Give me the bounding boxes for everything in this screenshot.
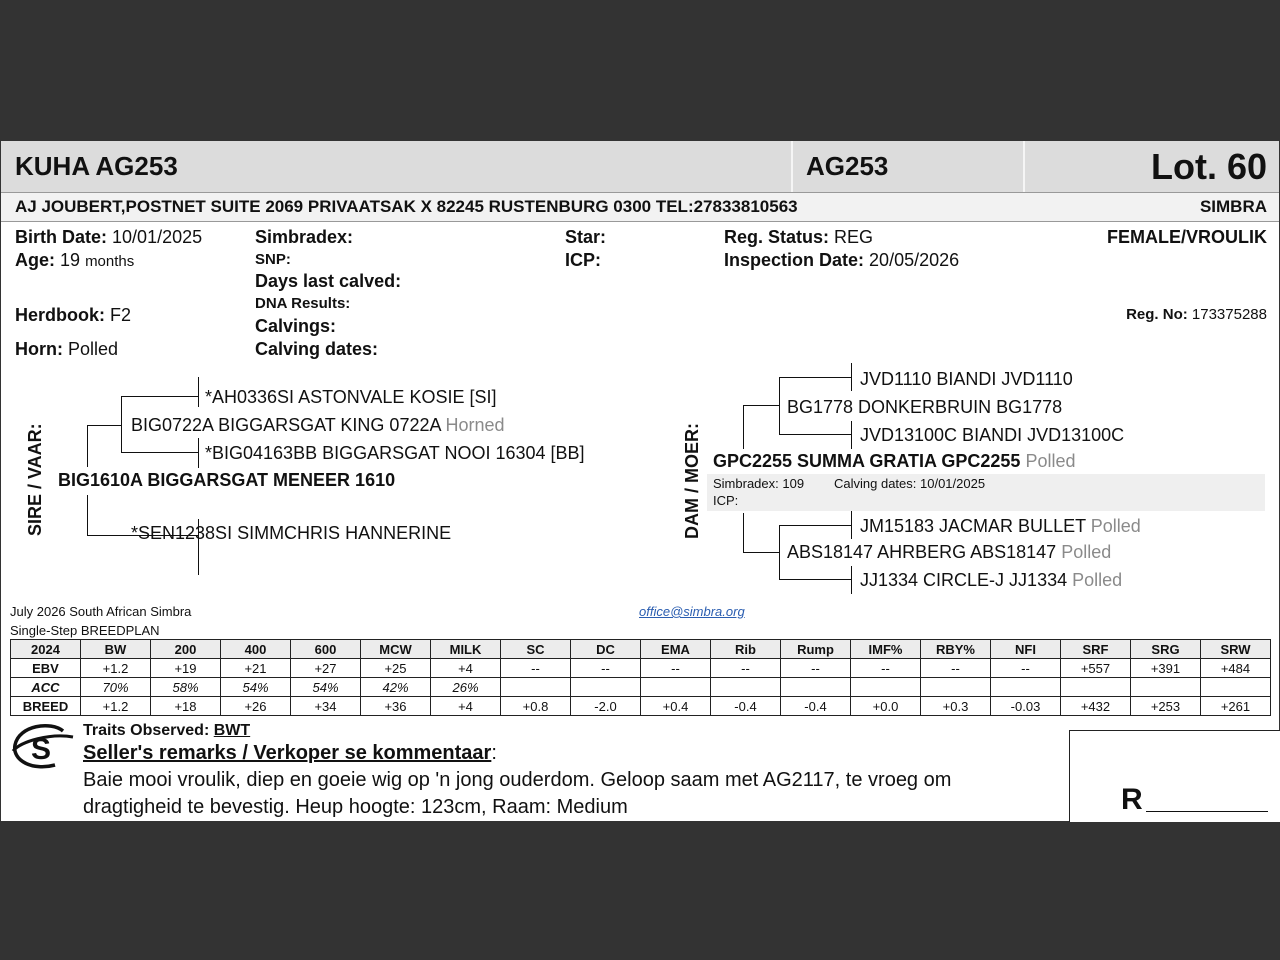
dam-calving-dates: Calving dates: 10/01/2025: [834, 476, 986, 491]
table-cell: +0.8: [501, 697, 571, 716]
lot-card: [1, 141, 1279, 821]
snp-label: SNP:: [255, 251, 291, 268]
sire-sire-label: BIG0722A BIGGARSGAT KING 0722A: [131, 415, 441, 435]
remarks-colon: :: [491, 742, 497, 764]
table-cell: --: [571, 659, 641, 678]
table-cell: +557: [1061, 659, 1131, 678]
sire-sire-dam-name: *BIG04163BB BIGGARSGAT NOOI 16304 [BB]: [205, 443, 585, 463]
tree-line: [743, 405, 744, 449]
table-cell: [1061, 678, 1131, 697]
dam-icp: ICP:: [713, 493, 739, 508]
table-cell: [781, 678, 851, 697]
table-cell: -2.0: [571, 697, 641, 716]
table-cell: [921, 678, 991, 697]
table-cell: --: [781, 659, 851, 678]
birth-date-value: 10/01/2025: [112, 227, 203, 247]
table-row: [11, 678, 1271, 697]
dam-row: [713, 451, 1075, 472]
dam-info-bar: [707, 474, 1265, 511]
dam-dam-sire-name: JM15183 JACMAR BULLET: [860, 516, 1086, 536]
sire-sire-name: *AH0336SI ASTONVALE KOSIE [SI]: [205, 387, 497, 407]
tree-line: [87, 425, 122, 426]
inspection-row: [724, 250, 959, 271]
table-cell: +0.0: [851, 697, 921, 716]
reg-no-label: Reg. No:: [1126, 306, 1188, 323]
table-cell: +261: [1201, 697, 1271, 716]
tree-line: [121, 452, 199, 453]
animal-name: KUHA AG253: [15, 151, 178, 181]
table-cell: +432: [1061, 697, 1131, 716]
tree-line: [779, 377, 780, 435]
dam-dam-dam-name: JJ1334 CIRCLE-J JJ1334: [860, 570, 1068, 590]
table-row: [11, 697, 1271, 716]
star-label: Star:: [565, 227, 607, 247]
table-cell: [1131, 678, 1201, 697]
table-cell: +25: [361, 659, 431, 678]
reg-status-row: [724, 227, 873, 248]
row-label-cell: ACC: [11, 678, 81, 697]
table-cell: 54%: [221, 678, 291, 697]
reg-status-value: REG: [834, 227, 874, 247]
remarks-title: Seller's remarks / Verkoper se kommentaar: [83, 742, 492, 764]
tree-line: [851, 566, 852, 594]
tree-line: [87, 495, 88, 535]
table-cell: -0.4: [711, 697, 781, 716]
horn-label: Horn:: [15, 339, 63, 359]
table-cell: +27: [291, 659, 361, 678]
tree-line: [198, 438, 199, 468]
dam-dam-name: ABS18147 AHRBERG ABS18147: [787, 542, 1057, 562]
dam-sire-sire-name: JVD1110 BIANDI JVD1110: [860, 369, 1073, 389]
table-cell: [991, 678, 1061, 697]
table-cell: [571, 678, 641, 697]
days-last-calved-label: Days last calved:: [255, 271, 402, 291]
table-cell: [711, 678, 781, 697]
table-cell: [501, 678, 571, 697]
table-cell: EMA: [641, 640, 711, 659]
sire-name: BIG1610A BIGGARSGAT MENEER 1610: [58, 470, 396, 490]
table-row: [11, 659, 1271, 678]
dam-simbradex: Simbradex: 109: [713, 476, 805, 491]
sire-side-label: SIRE / VAAR:: [25, 423, 45, 536]
table-cell: [641, 678, 711, 697]
icp-label: ICP:: [565, 250, 601, 270]
table-cell: +18: [151, 697, 221, 716]
header-divider: [791, 141, 793, 192]
simbra-s-logo-icon: [11, 723, 75, 773]
tree-line: [743, 513, 744, 553]
dam-horn: Polled: [1025, 451, 1076, 471]
remarks-line1: Baie mooi vroulik, diep en goeie wig op 'n jong ouderdom. Geloop saam met AG2117, te vroeg om: [83, 769, 952, 791]
tree-line: [743, 405, 780, 406]
herdbook-label: Herdbook:: [15, 305, 105, 325]
row-label-cell: EBV: [11, 659, 81, 678]
table-cell: +0.3: [921, 697, 991, 716]
herdbook-row: [15, 305, 131, 326]
tree-line: [198, 377, 199, 407]
dam-dam-dam-horn: Polled: [1072, 570, 1123, 590]
card-header: [1, 141, 1279, 193]
table-cell: SC: [501, 640, 571, 659]
remarks-line2: dragtigheid te bevestig. Heup hoogte: 123cm, Raam: Medium: [83, 796, 628, 818]
table-cell: 600: [291, 640, 361, 659]
table-cell: Rib: [711, 640, 781, 659]
calving-dates-label: Calving dates:: [255, 339, 379, 359]
sex-label: FEMALE/VROULIK: [1107, 227, 1267, 247]
table-cell: -0.03: [991, 697, 1061, 716]
table-cell: [1201, 678, 1271, 697]
inspection-label: Inspection Date:: [724, 250, 865, 270]
tree-line: [779, 579, 852, 580]
table-cell: IMF%: [851, 640, 921, 659]
table-cell: +19: [151, 659, 221, 678]
tree-line: [121, 396, 122, 452]
tree-line: [851, 421, 852, 449]
table-cell: +0.4: [641, 697, 711, 716]
remarks-title-row: [83, 742, 497, 765]
age-label: Age:: [15, 250, 55, 270]
table-cell: +4: [431, 697, 501, 716]
row-label-cell: 2024: [11, 640, 81, 659]
header-divider: [1023, 141, 1025, 192]
table-cell: +1.2: [81, 659, 151, 678]
birth-date-label: Birth Date:: [15, 227, 108, 247]
calvings-label: Calvings:: [255, 316, 337, 336]
table-cell: 400: [221, 640, 291, 659]
table-cell: --: [921, 659, 991, 678]
table-cell: 42%: [361, 678, 431, 697]
price-box[interactable]: [1069, 730, 1280, 822]
table-cell: --: [711, 659, 781, 678]
animal-code: AG253: [806, 151, 889, 181]
tree-line: [779, 525, 852, 526]
sire-sire-horn: Horned: [445, 415, 505, 435]
breed-name: SIMBRA: [1199, 197, 1267, 216]
table-cell: 26%: [431, 678, 501, 697]
ebv-table: [10, 639, 1271, 716]
traits-label: Traits Observed:: [83, 722, 210, 739]
tree-line: [87, 425, 88, 467]
lot-number: Lot. 60: [1150, 145, 1267, 187]
table-cell: [851, 678, 921, 697]
table-cell: -0.4: [781, 697, 851, 716]
table-cell: 70%: [81, 678, 151, 697]
sire-sire-row: [131, 415, 505, 436]
reg-status-label: Reg. Status:: [724, 227, 830, 247]
table-cell: +34: [291, 697, 361, 716]
tree-line: [779, 434, 852, 435]
table-cell: --: [501, 659, 571, 678]
table-cell: NFI: [991, 640, 1061, 659]
birth-date-row: [15, 227, 202, 248]
table-cell: +26: [221, 697, 291, 716]
table-cell: +484: [1201, 659, 1271, 678]
table-cell: +4: [431, 659, 501, 678]
inspection-value: 20/05/2026: [869, 250, 960, 270]
table-cell: 58%: [151, 678, 221, 697]
tree-line: [779, 525, 780, 580]
table-cell: +391: [1131, 659, 1201, 678]
tree-line: [851, 511, 852, 539]
table-cell: --: [641, 659, 711, 678]
reg-no-row: [1126, 306, 1267, 323]
table-cell: 54%: [291, 678, 361, 697]
reg-no-value: 173375288: [1191, 306, 1267, 323]
dna-results-label: DNA Results:: [255, 295, 351, 312]
traits-observed-row: [83, 722, 250, 740]
table-cell: MCW: [361, 640, 431, 659]
owner-address: AJ JOUBERT,POSTNET SUITE 2069 PRIVAATSAK X 82245 RUSTENBURG 0300 TEL:27833810563: [15, 197, 798, 216]
table-cell: +36: [361, 697, 431, 716]
age-row: [15, 250, 134, 271]
tree-line: [743, 552, 780, 553]
traits-value: BWT: [213, 722, 251, 739]
table-cell: +253: [1131, 697, 1201, 716]
dam-dam-row: [787, 542, 1111, 563]
horn-row: [15, 339, 118, 360]
dam-sire-name: BG1778 DONKERBRUIN BG1778: [787, 397, 1063, 417]
owner-address-bar: [1, 193, 1279, 222]
table-header-row: [11, 640, 1271, 659]
table-cell: SRW: [1201, 640, 1271, 659]
simbradex-label: Simbradex:: [255, 227, 354, 247]
sire-dam-name: *SEN1238SI SIMMCHRIS HANNERINE: [131, 523, 452, 543]
horn-value: Polled: [68, 339, 119, 359]
age-value: 19: [60, 250, 81, 270]
price-prefix: R: [1121, 783, 1143, 816]
tree-line: [121, 396, 199, 397]
table-cell: MILK: [431, 640, 501, 659]
table-cell: 200: [151, 640, 221, 659]
table-cell: +1.2: [81, 697, 151, 716]
age-unit: months: [85, 253, 135, 270]
herdbook-value: F2: [110, 305, 132, 325]
table-cell: Rump: [781, 640, 851, 659]
table-cell: --: [851, 659, 921, 678]
table-cell: +21: [221, 659, 291, 678]
table-cell: DC: [571, 640, 641, 659]
breedplan-line2: Single-Step BREEDPLAN: [10, 623, 160, 638]
dam-sire-dam-name: JVD13100C BIANDI JVD13100C: [860, 425, 1125, 445]
email-link[interactable]: office@simbra.org: [639, 604, 745, 619]
dam-dam-horn: Polled: [1061, 542, 1112, 562]
table-cell: SRG: [1131, 640, 1201, 659]
dam-dam-sire-horn: Polled: [1090, 516, 1141, 536]
dam-dam-dam-row: [860, 570, 1122, 591]
row-label-cell: BREED: [11, 697, 81, 716]
table-cell: RBY%: [921, 640, 991, 659]
svg-text:S: S: [31, 733, 52, 766]
breedplan-line1: July 2026 South African Simbra: [10, 604, 192, 619]
dam-dam-sire-row: [860, 516, 1141, 537]
tree-line: [779, 377, 852, 378]
table-cell: --: [991, 659, 1061, 678]
dam-side-label: DAM / MOER:: [682, 423, 702, 539]
table-cell: SRF: [1061, 640, 1131, 659]
price-line: [1146, 811, 1268, 812]
dam-name: GPC2255 SUMMA GRATIA GPC2255: [713, 451, 1021, 471]
table-cell: BW: [81, 640, 151, 659]
